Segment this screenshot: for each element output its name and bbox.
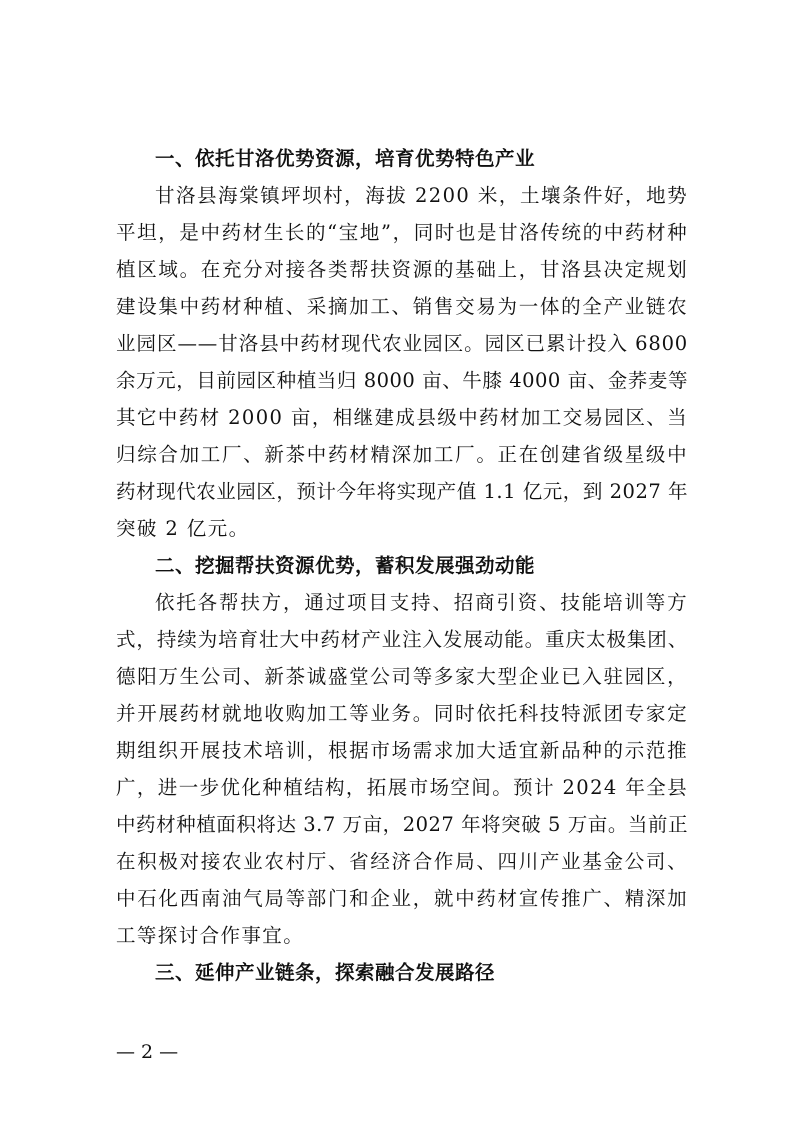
paragraph-line: 余万元，目前园区种植当归 8000 亩、牛膝 4000 亩、金荞麦等 — [116, 369, 688, 392]
paragraph-line: 平坦，是中药材生长的“宝地”，同时也是甘洛传统的中药材种 — [116, 221, 688, 244]
paragraph-line: 中石化西南油气局等部门和企业，就中药材宣传推广、精深加 — [116, 887, 688, 910]
page-number: — 2 — — [116, 1041, 179, 1063]
paragraph-line: 德阳万生公司、新茶诚盛堂公司等多家大型企业已入驻园区， — [116, 665, 688, 688]
section-3-heading: 三、延伸产业链条，探索融合发展路径 — [155, 961, 496, 984]
paragraph-line: 建设集中药材种植、采摘加工、销售交易为一体的全产业链农 — [116, 295, 688, 318]
paragraph-line: 药材现代农业园区，预计今年将实现产值 1.1 亿元，到 2027 年 — [116, 480, 688, 503]
section-1-heading: 一、依托甘洛优势资源，培育优势特色产业 — [155, 147, 536, 170]
paragraph-line: 归综合加工厂、新茶中药材精深加工厂。正在创建省级星级中 — [116, 443, 688, 466]
paragraph-line: 在积极对接农业农村厅、省经济合作局、四川产业基金公司、 — [116, 850, 688, 873]
section-2-paragraph — [116, 584, 688, 954]
paragraph-line: 中药材种植面积将达 3.7 万亩，2027 年将突破 5 万亩。当前正 — [116, 813, 688, 836]
paragraph-line: 甘洛县海棠镇坪坝村，海拔 2200 米，土壤条件好，地势 — [155, 184, 688, 207]
paragraph-line: 其它中药材 2000 亩，相继建成县级中药材加工交易园区、当 — [116, 406, 689, 429]
paragraph-line: 式，持续为培育壮大中药材产业注入发展动能。重庆太极集团、 — [116, 628, 688, 651]
paragraph-line: 植区域。在充分对接各类帮扶资源的基础上，甘洛县决定规划 — [116, 258, 688, 281]
paragraph-line: 突破 2 亿元。 — [116, 517, 250, 540]
paragraph-line: 依托各帮扶方，通过项目支持、招商引资、技能培训等方 — [155, 591, 688, 614]
paragraph-line: 工等探讨合作事宜。 — [116, 924, 305, 947]
paragraph-line: 广，进一步优化种植结构，拓展市场空间。预计 2024 年全县 — [116, 776, 689, 799]
paragraph-line: 业园区——甘洛县中药材现代农业园区。园区已累计投入 6800 — [116, 332, 688, 355]
paragraph-line: 期组织开展技术培训，根据市场需求加大适宜新品种的示范推 — [116, 739, 688, 762]
section-1-paragraph — [116, 177, 688, 547]
section-2-heading: 二、挖掘帮扶资源优势，蓄积发展强劲动能 — [155, 554, 536, 577]
document-body — [116, 140, 688, 991]
paragraph-line: 并开展药材就地收购加工等业务。同时依托科技特派团专家定 — [116, 702, 688, 725]
